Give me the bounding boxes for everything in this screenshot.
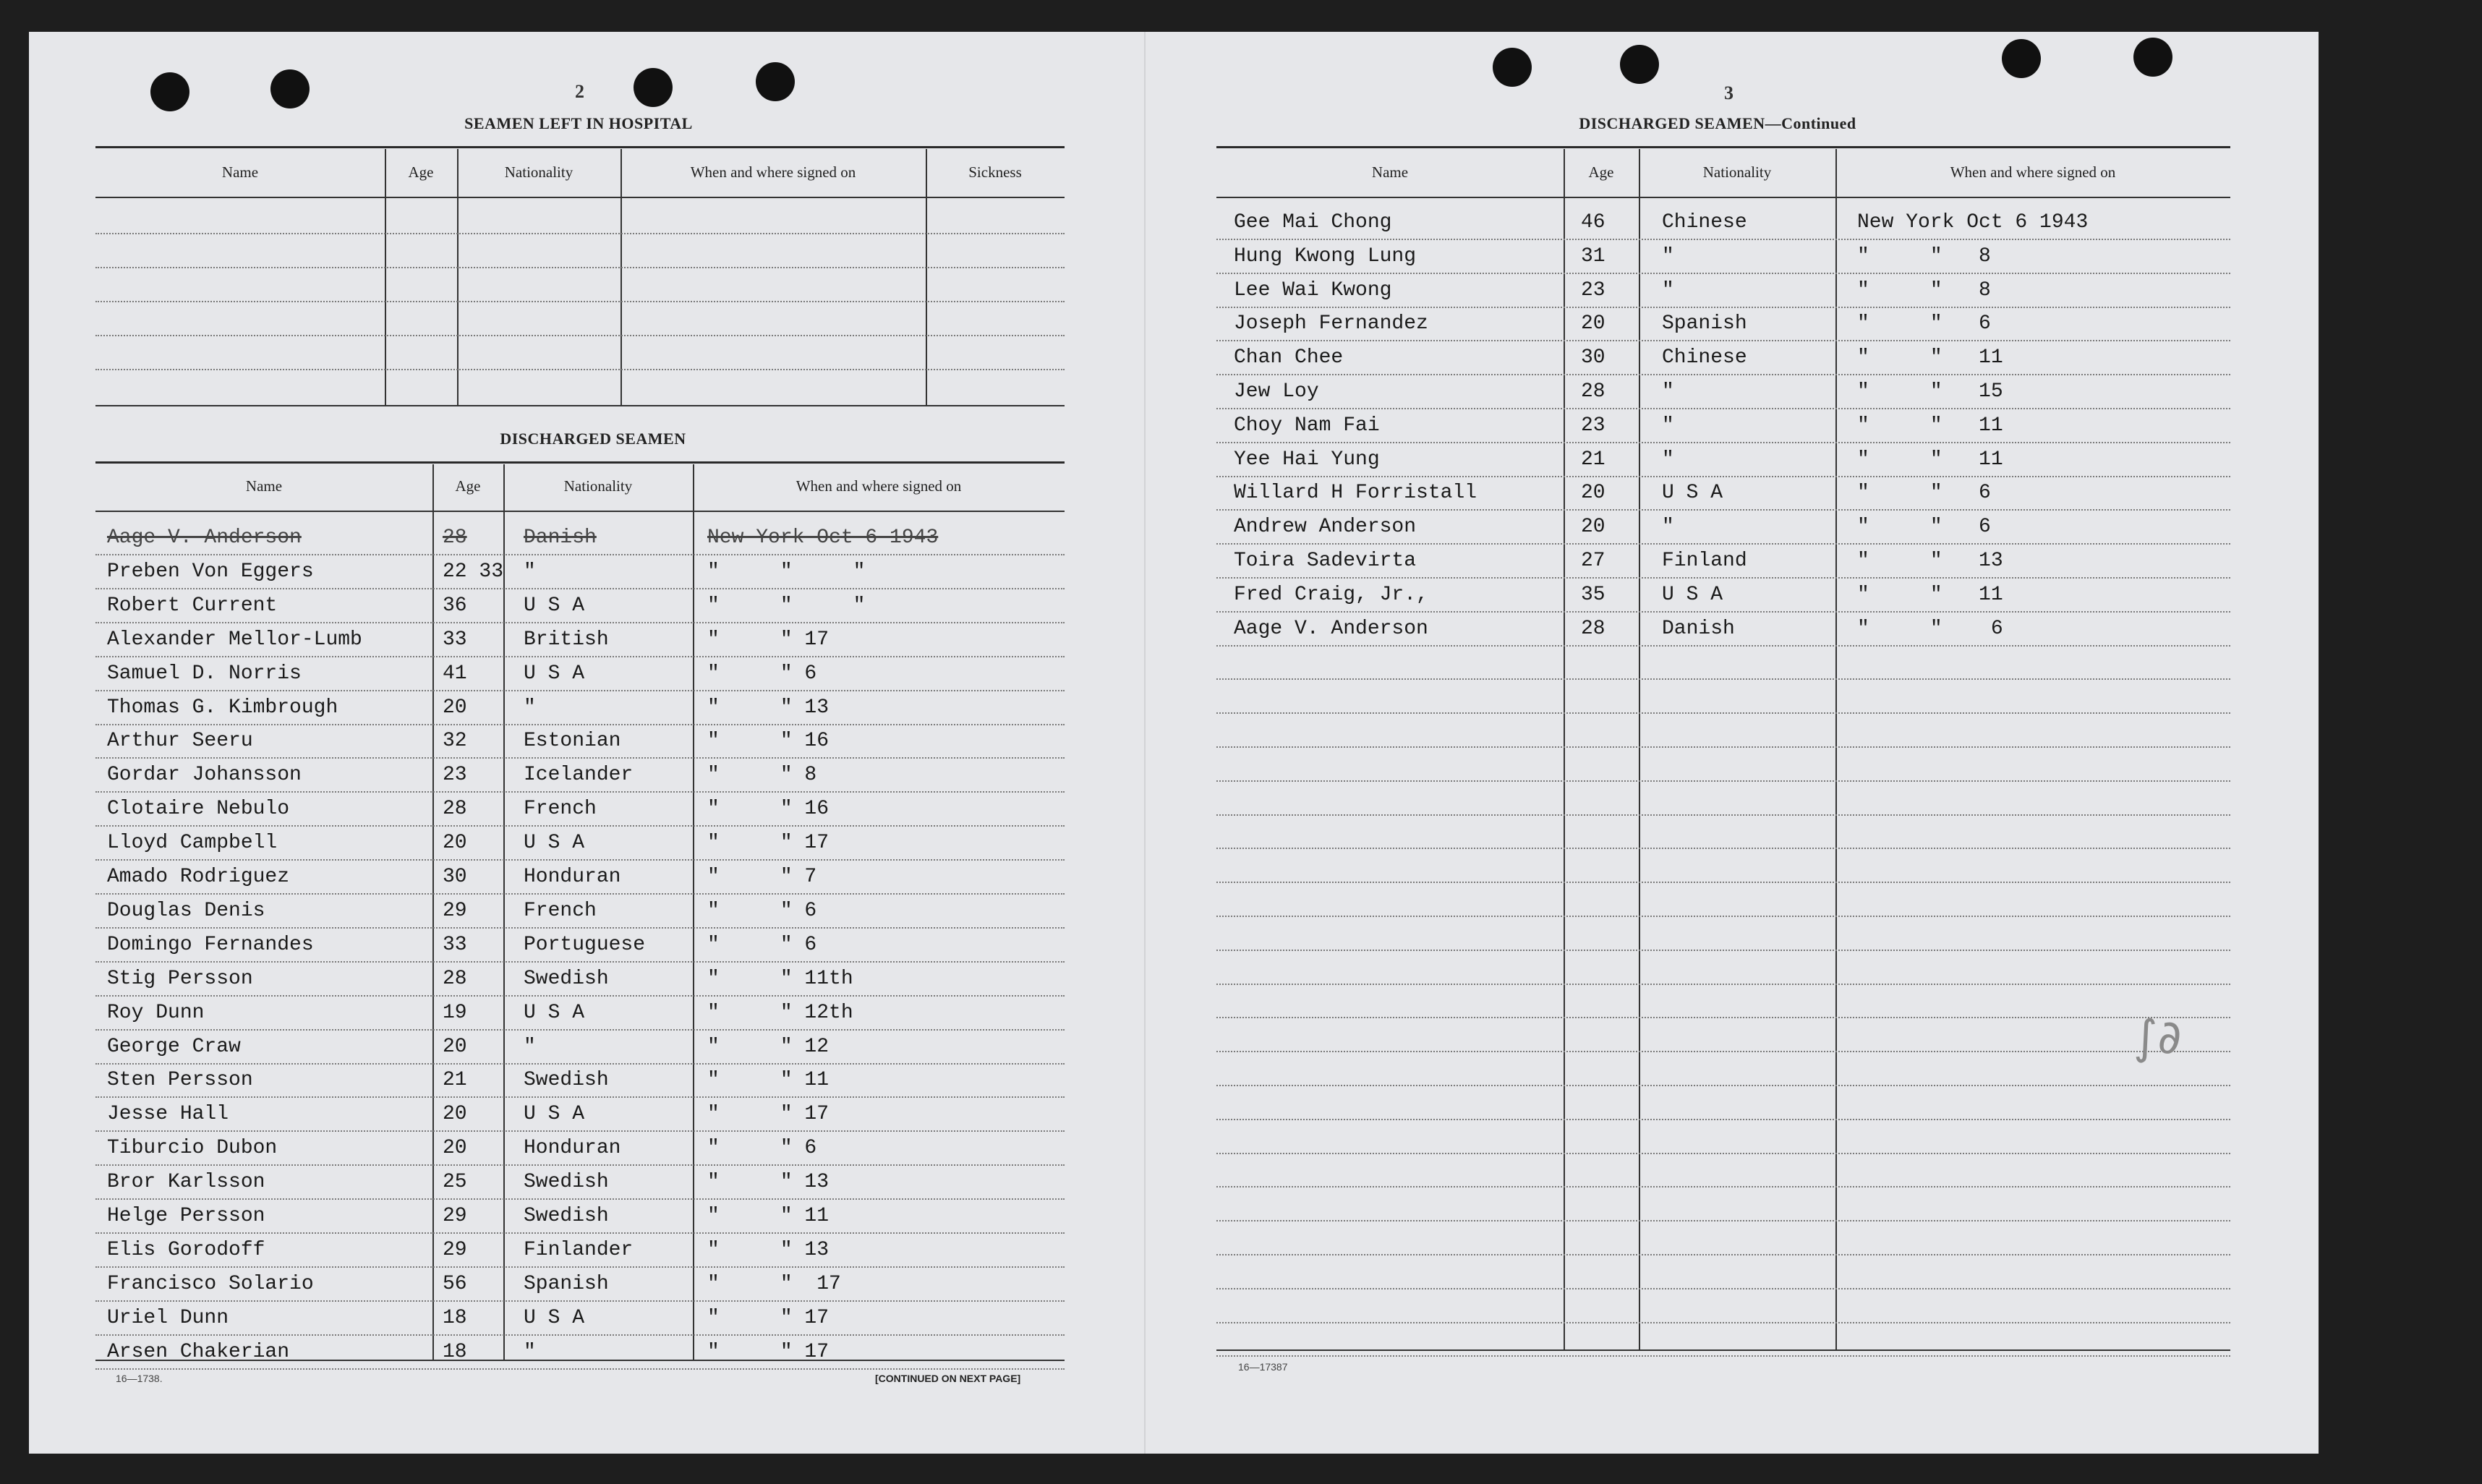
table-cell-age: 41	[443, 662, 467, 685]
table-cell-nationality: "	[1662, 448, 1674, 471]
table-cell-name: Fred Craig, Jr.,	[1234, 583, 1428, 606]
table-cell-name: Amado Rodriguez	[107, 866, 290, 888]
table-cell-nationality: U S A	[524, 594, 585, 617]
row-line	[95, 690, 1065, 691]
row-line	[1216, 1186, 2230, 1187]
table-cell-signed-on: " " "	[707, 594, 866, 617]
table-cell-name: Douglas Denis	[107, 899, 265, 922]
row-line	[95, 1029, 1065, 1031]
row-line	[1216, 611, 2230, 613]
table-cell-name: Arsen Chakerian	[107, 1340, 290, 1363]
column-divider	[1835, 149, 1837, 1349]
table-cell-nationality: Spanish	[1662, 312, 1747, 336]
table-cell-signed-on: " " 11	[707, 1205, 830, 1227]
table-cell-nationality: "	[1662, 380, 1674, 403]
row-line	[1216, 509, 2230, 511]
page-fold	[1144, 32, 1146, 1454]
table-cell-age: 23	[1581, 414, 1605, 437]
row-line	[1216, 1085, 2230, 1086]
header-bottom-rule	[95, 197, 1065, 198]
table-cell-name: Hung Kwong Lung	[1234, 244, 1417, 268]
continued-note: [CONTINUED ON NEXT PAGE]	[875, 1373, 1021, 1384]
row-line	[95, 588, 1065, 589]
table-cell-signed-on: " " 11	[1857, 448, 2003, 471]
table-cell-nationality: Finlander	[524, 1238, 634, 1261]
table-cell-age: 28	[443, 798, 467, 821]
table-cell-name: Andrew Anderson	[1234, 516, 1417, 539]
table-cell-signed-on: New York Oct 6 1943	[1857, 211, 2089, 234]
table-cell-age: 28	[443, 526, 467, 549]
blank-row-line	[95, 335, 1065, 336]
table-cell-age: 28	[1581, 380, 1605, 403]
row-line	[1216, 814, 2230, 816]
table-cell-signed-on: " " 16	[707, 798, 830, 821]
table-cell-name: Arthur Seeru	[107, 730, 253, 753]
table-cell-age: 33	[443, 933, 467, 956]
table-cell-name: Aage V. Anderson	[107, 526, 302, 549]
table-cell-nationality: U S A	[524, 832, 585, 855]
table-cell-age: 29	[443, 899, 467, 922]
hospital-title: SEAMEN LEFT IN HOSPITAL	[464, 114, 693, 132]
table-cell-age: 18	[443, 1306, 467, 1329]
row-line	[1216, 1153, 2230, 1154]
header-bottom-rule	[1216, 197, 2230, 198]
table-cell-nationality: French	[524, 798, 597, 821]
punch-hole	[270, 69, 310, 108]
table-cell-age: 33	[443, 628, 467, 651]
table-cell-nationality: Chinese	[1662, 346, 1747, 370]
table-cell-nationality: U S A	[1662, 482, 1723, 505]
row-line	[95, 1334, 1065, 1336]
table-cell-age: 36	[443, 594, 467, 617]
table-cell-signed-on: " " 8	[707, 764, 817, 787]
row-line	[1216, 916, 2230, 917]
row-line	[95, 1232, 1065, 1234]
table-cell-signed-on: " " 8	[1857, 278, 1991, 302]
table-cell-name: Stig Persson	[107, 967, 253, 990]
table-cell-age: 35	[1581, 583, 1605, 606]
table-cell-name: Domingo Fernandes	[107, 933, 314, 956]
row-line	[95, 757, 1065, 759]
discharged-continued-title: DISCHARGED SEAMEN—Continued	[1579, 114, 1856, 132]
table-cell-signed-on: " " 13	[1857, 550, 2003, 572]
column-divider	[1564, 149, 1565, 1349]
row-line	[1216, 1288, 2230, 1289]
row-line	[1216, 882, 2230, 883]
table-cell-name: Bror Karlsson	[107, 1171, 265, 1194]
table-cell-name: Lloyd Campbell	[107, 832, 278, 855]
table-cell-name: Willard H Forristall	[1234, 482, 1477, 505]
column-header: Nationality	[563, 477, 633, 495]
table-cell-nationality: Swedish	[524, 1205, 609, 1227]
table-cell-age: 21	[443, 1069, 467, 1092]
row-line	[95, 1198, 1065, 1200]
table-cell-nationality: "	[524, 1035, 536, 1058]
table-cell-nationality: Honduran	[524, 1137, 621, 1160]
table-cell-signed-on: " " 17	[707, 1272, 841, 1295]
table-top-rule	[1216, 146, 2230, 148]
row-line	[1216, 239, 2230, 240]
table-cell-signed-on: " " 11	[1857, 583, 2003, 606]
table-cell-signed-on: " " 17	[707, 1340, 830, 1363]
table-cell-age: 29	[443, 1205, 467, 1227]
table-cell-name: Elis Gorodoff	[107, 1238, 265, 1261]
column-header: Age	[408, 163, 434, 181]
table-cell-name: Uriel Dunn	[107, 1306, 229, 1329]
row-line	[1216, 780, 2230, 782]
table-cell-age: 20	[443, 1103, 467, 1126]
row-line	[95, 724, 1065, 725]
punch-hole	[756, 62, 795, 101]
row-line	[1216, 543, 2230, 545]
column-divider	[457, 149, 459, 406]
column-divider	[385, 149, 386, 406]
table-cell-nationality: Swedish	[524, 1171, 609, 1194]
column-header: Name	[1371, 163, 1409, 181]
table-cell-name: Roy Dunn	[107, 1001, 205, 1024]
row-line	[1216, 1017, 2230, 1018]
table-cell-name: Gordar Johansson	[107, 764, 302, 787]
table-cell-signed-on: New York Oct 6 1943	[707, 526, 939, 549]
table-cell-signed-on: " " 6	[707, 899, 817, 922]
punch-hole	[2002, 39, 2041, 78]
column-header: Name	[245, 477, 283, 495]
table-cell-age: 20	[443, 696, 467, 719]
table-cell-age: 19	[443, 1001, 467, 1024]
row-line	[95, 859, 1065, 861]
blank-row-line	[95, 233, 1065, 234]
table-cell-nationality: Swedish	[524, 967, 609, 990]
table-cell-signed-on: " " 6	[707, 662, 817, 685]
table-cell-nationality: British	[524, 628, 609, 651]
table-cell-nationality: Danish	[1662, 617, 1735, 640]
row-line	[95, 1368, 1065, 1370]
table-cell-nationality: Portuguese	[524, 933, 646, 956]
table-cell-signed-on: " " 17	[707, 1306, 830, 1329]
row-line	[95, 656, 1065, 657]
column-header: Sickness	[968, 163, 1022, 181]
table-cell-age: 20	[1581, 312, 1605, 336]
row-line	[1216, 712, 2230, 714]
row-line	[95, 927, 1065, 929]
table-cell-name: Jesse Hall	[107, 1103, 229, 1126]
table-cell-nationality: U S A	[524, 1306, 585, 1329]
blank-row-line	[95, 369, 1065, 370]
page-number: 3	[1724, 82, 1733, 103]
table-cell-age: 31	[1581, 244, 1605, 268]
table-cell-nationality: U S A	[524, 1001, 585, 1024]
table-cell-name: Preben Von Eggers	[107, 560, 314, 583]
table-cell-signed-on: " " 17	[707, 1103, 830, 1126]
table-cell-age: 56	[443, 1272, 467, 1295]
row-line	[1216, 1051, 2230, 1052]
row-line	[1216, 340, 2230, 341]
table-cell-signed-on: " " 12th	[707, 1001, 853, 1024]
column-header: When and where signed on	[690, 163, 856, 181]
table-cell-age: 46	[1581, 211, 1605, 234]
table-cell-name: Francisco Solario	[107, 1272, 314, 1295]
table-cell-signed-on: " " 13	[707, 1238, 830, 1261]
row-line	[1216, 442, 2230, 443]
table-bottom-rule	[1216, 1349, 2230, 1351]
punch-hole	[2133, 38, 2172, 77]
column-header: Age	[1588, 163, 1614, 181]
row-line	[1216, 1220, 2230, 1221]
row-line	[95, 1130, 1065, 1132]
table-cell-nationality: U S A	[1662, 583, 1723, 606]
punch-hole	[634, 68, 673, 107]
table-cell-name: Alexander Mellor-Lumb	[107, 628, 362, 651]
table-cell-age: 22 33	[443, 560, 504, 583]
column-header: When and where signed on	[1950, 163, 2116, 181]
row-line	[1216, 307, 2230, 308]
column-header: When and where signed on	[796, 477, 962, 495]
table-top-rule	[95, 146, 1065, 148]
column-header: Age	[455, 477, 481, 495]
row-line	[95, 622, 1065, 623]
blank-row-line	[95, 267, 1065, 268]
table-cell-age: 20	[443, 1035, 467, 1058]
table-cell-age: 20	[443, 1137, 467, 1160]
table-cell-nationality: U S A	[524, 662, 585, 685]
row-line	[1216, 984, 2230, 985]
table-cell-signed-on: " " 6	[707, 933, 817, 956]
punch-hole	[150, 72, 189, 111]
table-cell-nationality: Estonian	[524, 730, 621, 753]
row-line	[1216, 1355, 2230, 1357]
table-cell-nationality: "	[524, 1340, 536, 1363]
punch-hole	[1493, 48, 1532, 87]
row-line	[95, 1300, 1065, 1302]
row-line	[1216, 577, 2230, 579]
table-cell-signed-on: " " 17	[707, 628, 830, 651]
column-divider	[926, 149, 927, 406]
table-cell-nationality: French	[524, 899, 597, 922]
row-line	[95, 1063, 1065, 1065]
table-cell-signed-on: " " 13	[707, 1171, 830, 1194]
table-cell-signed-on: " " 6	[1857, 516, 1991, 539]
table-cell-age: 25	[443, 1171, 467, 1194]
row-line	[1216, 374, 2230, 375]
column-header: Nationality	[1702, 163, 1772, 181]
table-cell-signed-on: " " 11	[1857, 414, 2003, 437]
row-line	[1216, 746, 2230, 748]
table-cell-age: 28	[443, 967, 467, 990]
form-number: 16—1738.	[116, 1373, 163, 1384]
table-cell-age: 20	[443, 832, 467, 855]
row-line	[1216, 678, 2230, 680]
table-cell-age: 30	[1581, 346, 1605, 370]
row-line	[95, 825, 1065, 827]
table-cell-nationality: "	[1662, 414, 1674, 437]
header-bottom-rule	[95, 511, 1065, 512]
row-line	[95, 791, 1065, 793]
table-cell-signed-on: " " 6	[707, 1137, 817, 1160]
table-cell-signed-on: " " 12	[707, 1035, 830, 1058]
table-cell-signed-on: " " 11	[707, 1069, 830, 1092]
row-line	[95, 554, 1065, 555]
row-line	[95, 995, 1065, 997]
table-bottom-rule	[95, 1360, 1065, 1361]
table-cell-nationality: "	[1662, 278, 1674, 302]
table-cell-name: Yee Hai Yung	[1234, 448, 1380, 471]
row-line	[1216, 1254, 2230, 1255]
table-cell-signed-on: " " 15	[1857, 380, 2003, 403]
table-cell-nationality: "	[1662, 516, 1674, 539]
table-cell-nationality: Finland	[1662, 550, 1747, 572]
table-cell-name: Helge Persson	[107, 1205, 265, 1227]
row-line	[1216, 1322, 2230, 1323]
row-line	[1216, 848, 2230, 849]
table-cell-age: 23	[1581, 278, 1605, 302]
table-cell-age: 21	[1581, 448, 1605, 471]
table-cell-age: 20	[1581, 516, 1605, 539]
table-top-rule	[95, 461, 1065, 464]
row-line	[95, 961, 1065, 963]
row-line	[95, 1266, 1065, 1268]
column-divider	[1639, 149, 1640, 1349]
table-cell-nationality: U S A	[524, 1103, 585, 1126]
table-cell-age: 30	[443, 866, 467, 888]
row-line	[95, 1164, 1065, 1166]
table-cell-signed-on: " " 6	[1857, 312, 1991, 336]
column-header: Nationality	[504, 163, 573, 181]
table-cell-name: Gee Mai Chong	[1234, 211, 1392, 234]
table-cell-name: Choy Nam Fai	[1234, 414, 1380, 437]
table-cell-name: Clotaire Nebulo	[107, 798, 290, 821]
punch-hole	[1620, 45, 1659, 84]
table-cell-signed-on: " " 17	[707, 832, 830, 855]
table-cell-age: 23	[443, 764, 467, 787]
form-number: 16—17387	[1238, 1361, 1288, 1373]
table-cell-nationality: Icelander	[524, 764, 634, 787]
table-cell-signed-on: " " 7	[707, 866, 817, 888]
column-header: Name	[221, 163, 259, 181]
table-cell-name: Tiburcio Dubon	[107, 1137, 278, 1160]
table-cell-name: George Craw	[107, 1035, 241, 1058]
table-cell-nationality: Chinese	[1662, 211, 1747, 234]
pencil-mark-icon: ∫∂	[2133, 1011, 2182, 1065]
row-line	[95, 893, 1065, 895]
table-cell-name: Joseph Fernandez	[1234, 312, 1428, 336]
column-divider	[620, 149, 622, 406]
column-divider	[432, 464, 434, 1361]
table-cell-name: Thomas G. Kimbrough	[107, 696, 338, 719]
table-cell-age: 27	[1581, 550, 1605, 572]
blank-row-line	[95, 301, 1065, 302]
row-line	[1216, 476, 2230, 477]
table-cell-nationality: Swedish	[524, 1069, 609, 1092]
table-cell-signed-on: " " 11th	[707, 967, 853, 990]
table-cell-name: Toira Sadevirta	[1234, 550, 1417, 572]
column-divider	[503, 464, 505, 1361]
table-cell-age: 28	[1581, 617, 1605, 640]
table-cell-signed-on: " " 16	[707, 730, 830, 753]
table-cell-signed-on: " " 6	[1857, 482, 1991, 505]
table-cell-nationality: "	[524, 560, 536, 583]
table-cell-nationality: Honduran	[524, 866, 621, 888]
row-line	[1216, 1119, 2230, 1120]
table-cell-nationality: "	[524, 696, 536, 719]
table-cell-signed-on: " " 13	[707, 696, 830, 719]
row-line	[1216, 645, 2230, 647]
table-cell-name: Aage V. Anderson	[1234, 617, 1428, 640]
table-cell-age: 18	[443, 1340, 467, 1363]
table-cell-age: 29	[443, 1238, 467, 1261]
table-cell-name: Chan Chee	[1234, 346, 1344, 370]
row-line	[95, 1096, 1065, 1098]
table-cell-name: Robert Current	[107, 594, 278, 617]
hospital-bottom-rule	[95, 405, 1065, 406]
table-cell-nationality: "	[1662, 244, 1674, 268]
table-cell-signed-on: " " 8	[1857, 244, 1991, 268]
row-line	[1216, 950, 2230, 951]
table-cell-name: Jew Loy	[1234, 380, 1319, 403]
discharged-title: DISCHARGED SEAMEN	[500, 430, 686, 448]
table-cell-age: 32	[443, 730, 467, 753]
table-cell-name: Sten Persson	[107, 1069, 253, 1092]
table-cell-name: Samuel D. Norris	[107, 662, 302, 685]
row-line	[1216, 273, 2230, 274]
table-cell-name: Lee Wai Kwong	[1234, 278, 1392, 302]
row-line	[1216, 408, 2230, 409]
table-cell-signed-on: " " "	[707, 560, 866, 583]
page-number: 2	[575, 81, 584, 102]
column-divider	[693, 464, 694, 1361]
table-cell-age: 20	[1581, 482, 1605, 505]
table-cell-signed-on: " " 11	[1857, 346, 2003, 370]
table-cell-nationality: Spanish	[524, 1272, 609, 1295]
table-cell-nationality: Danish	[524, 526, 597, 549]
table-cell-signed-on: " " 6	[1857, 617, 2003, 640]
